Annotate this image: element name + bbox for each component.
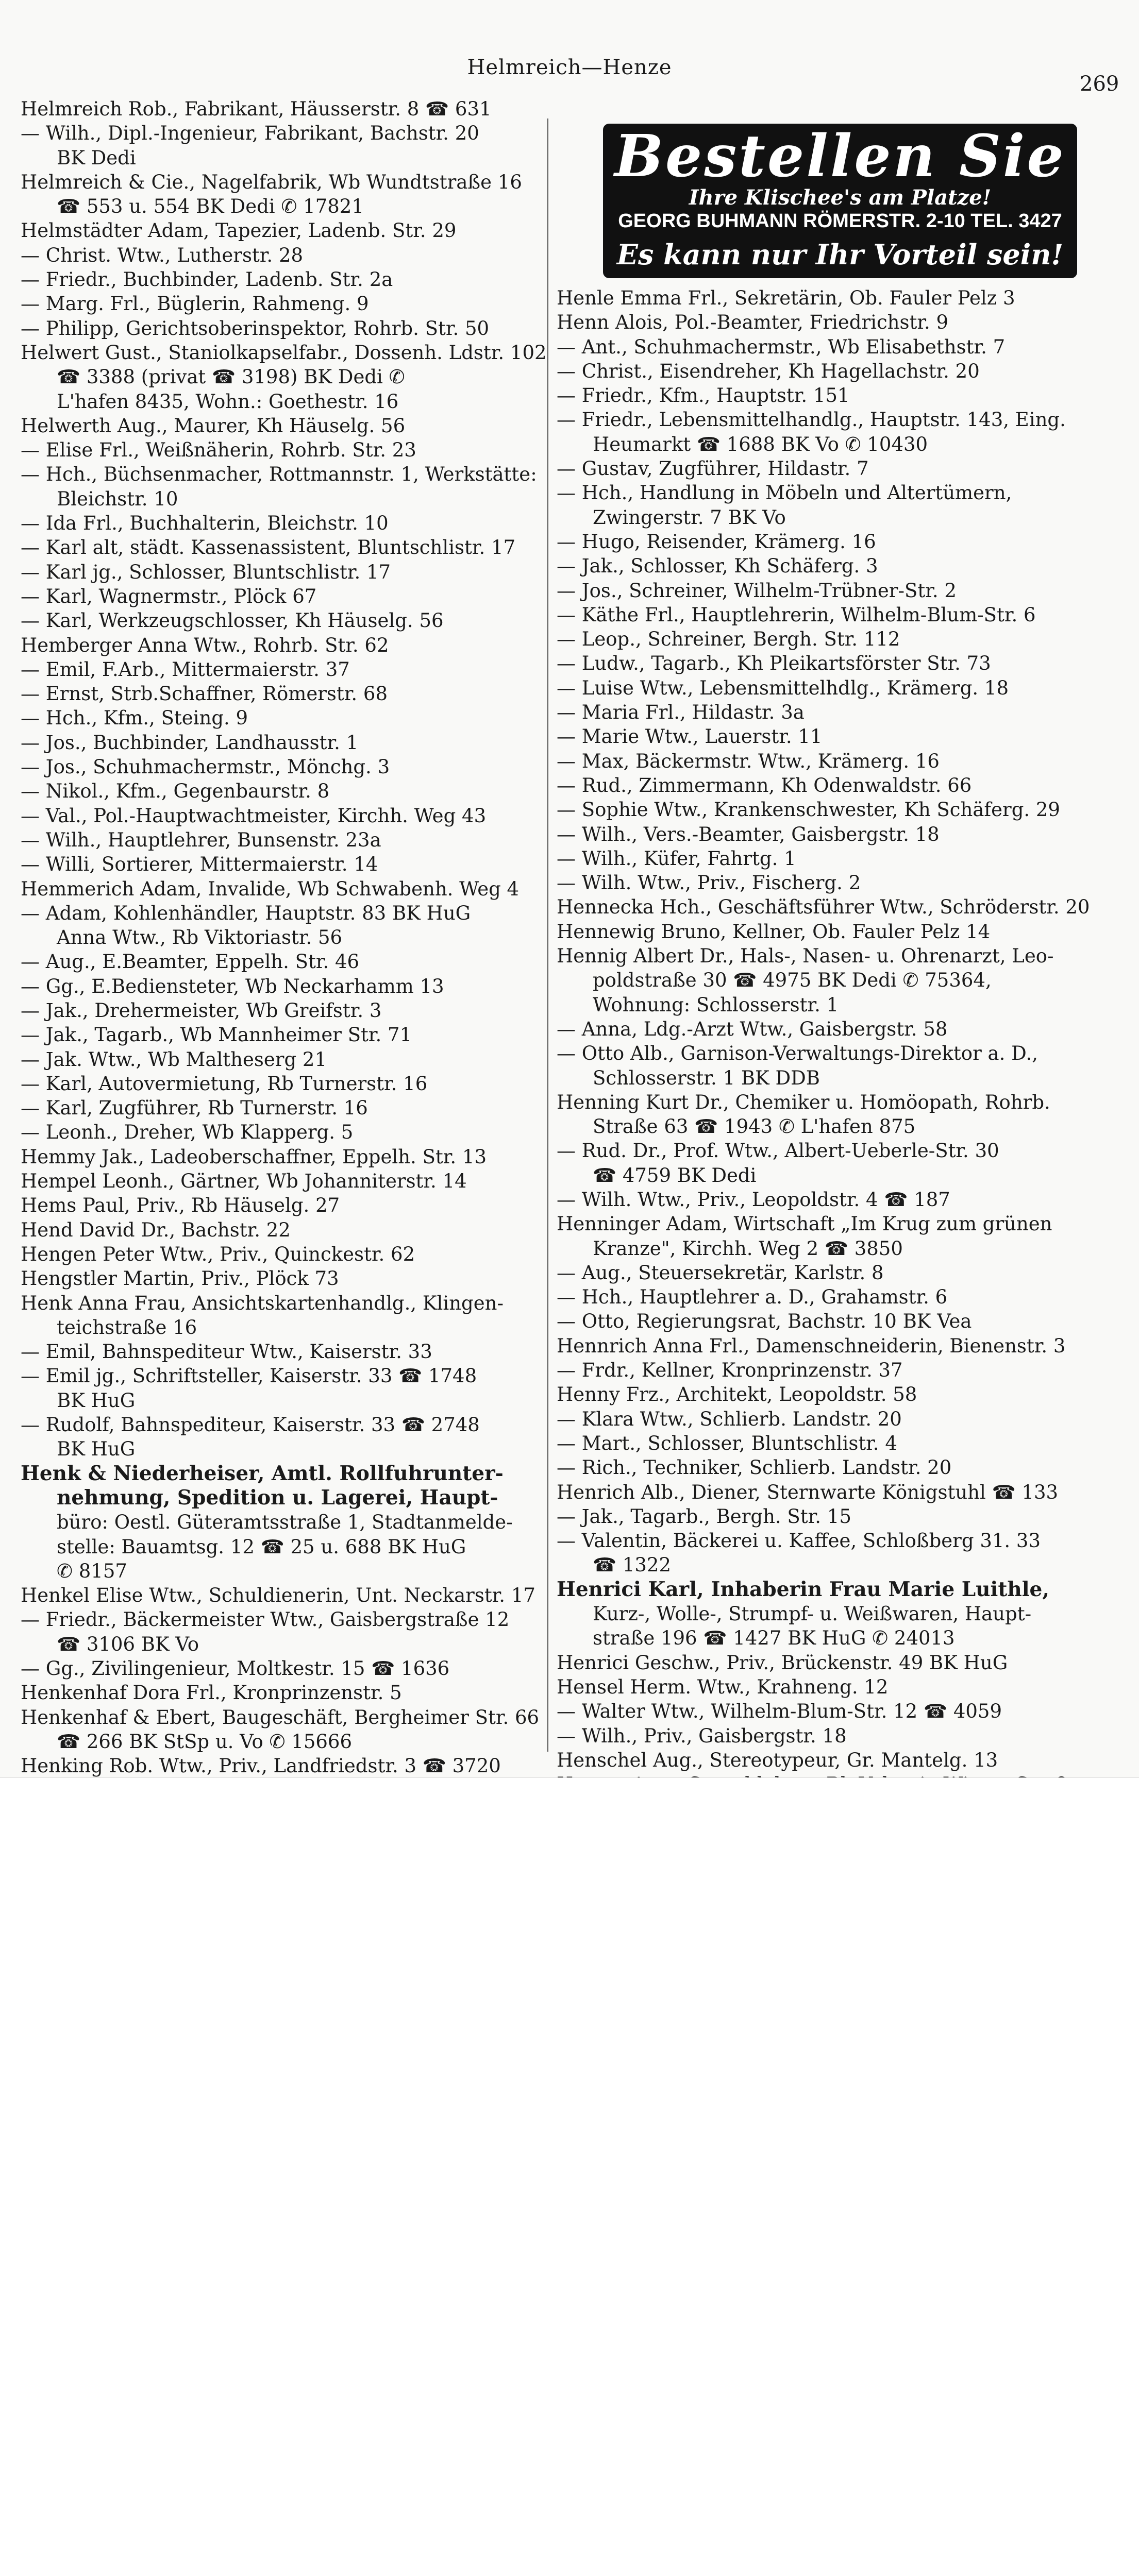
directory-entry-line: — Ernst, Strb.Schaffner, Römerstr. 68 (21, 683, 388, 705)
directory-entry-line: Hemberger Anna Wtw., Rohrb. Str. 62 (21, 634, 389, 656)
directory-entry-line: — Friedr., Buchbinder, Ladenb. Str. 2a (21, 268, 393, 291)
directory-entry-line: — Karl, Autovermietung, Rb Turnerstr. 16 (21, 1072, 428, 1095)
directory-entry-line: — Friedr., Kfm., Hauptstr. 151 (557, 384, 850, 407)
directory-entry-line: stelle: Bauamtsg. 12 ☎ 25 u. 688 BK HuG (57, 1535, 466, 1558)
directory-entry-line: — Wilh., Hauptlehrer, Bunsenstr. 23a (21, 828, 381, 851)
directory-entry-line: — Willi, Sortierer, Mittermaierstr. 14 (21, 853, 378, 876)
directory-entry-line: — Maria Frl., Hildastr. 3a (557, 701, 805, 724)
directory-entry-line: — Frdr., Kellner, Kronprinzenstr. 37 (557, 1359, 903, 1382)
directory-entry-line: — Rud. Dr., Prof. Wtw., Albert-Ueberle-Str. 30 (557, 1140, 999, 1162)
directory-entry-line: ☎ 4759 BK Dedi (593, 1164, 757, 1187)
directory-entry-line: — Valentin, Bäckerei u. Kaffee, Schloßberg 31. 33 (557, 1530, 1041, 1552)
right-column (557, 95, 1095, 1821)
running-title: Helmreich—Henze (467, 56, 672, 79)
directory-entry-line: — Mart., Schlosser, Bluntschlistr. 4 (557, 1432, 897, 1454)
directory-entry-line: ☎ 553 u. 554 BK Dedi ✆ 17821 (57, 195, 364, 218)
directory-entry-line: Henn Alois, Pol.-Beamter, Friedrichstr. 9 (557, 311, 949, 334)
directory-entry-line: ☎ 3388 (privat ☎ 3198) BK Dedi ✆ (57, 366, 405, 388)
directory-entry-line: — Aug., E.Beamter, Eppelh. Str. 46 (21, 951, 360, 973)
directory-entry-line: — Wilh. Wtw., Priv., Fischerg. 2 (557, 872, 861, 894)
directory-entry-line: — Max, Bäckermstr. Wtw., Krämerg. 16 (557, 750, 940, 772)
directory-entry-line: Helmreich Rob., Fabrikant, Häusserstr. 8 ☎ 631 (21, 98, 492, 120)
directory-entry-line: Helwerth Aug., Maurer, Kh Häuselg. 56 (21, 414, 406, 437)
directory-entry-line: ✆ 8157 (57, 1560, 127, 1582)
directory-entry-line: — Rich., Techniker, Schlierb. Landstr. 20 (557, 1456, 952, 1479)
directory-entry-line: Henning Kurt Dr., Chemiker u. Homöopath, Rohrb. (557, 1091, 1050, 1113)
directory-entry-line: — Jak., Schlosser, Kh Schäferg. 3 (557, 555, 878, 578)
directory-entry-line: Henschel Aug., Stereotypeur, Gr. Mantelg. 13 (557, 1749, 998, 1771)
directory-entry-line: — Christ. Wtw., Lutherstr. 28 (21, 244, 304, 266)
directory-entry-line: Hengen Peter Wtw., Priv., Quinckestr. 62 (21, 1243, 415, 1265)
directory-entry-line: — Karl alt, städt. Kassenassistent, Bluntschlistr. 17 (21, 536, 516, 559)
directory-entry-line: — Karl jg., Schlosser, Bluntschlistr. 17 (21, 561, 391, 583)
directory-entry-line: ☎ 3106 BK Vo (57, 1633, 199, 1655)
directory-entry-line: Hems Paul, Priv., Rb Häuselg. 27 (21, 1194, 340, 1217)
directory-entry-line: Kranze", Kirchh. Weg 2 ☎ 3850 (593, 1237, 903, 1260)
directory-entry-line: — Hugo, Reisender, Krämerg. 16 (557, 530, 876, 553)
directory-entry-line: BK HuG (57, 1389, 136, 1412)
directory-entry-line: Helwert Gust., Staniolkapselfabr., Dossenh. Ldstr. 102 (21, 341, 547, 364)
directory-entry-line: — Nikol., Kfm., Gegenbaurstr. 8 (21, 780, 330, 803)
directory-entry-line: Anna Wtw., Rb Viktoriastr. 56 (57, 926, 343, 949)
left-column (21, 97, 559, 1827)
directory-entry-line: — Gg., Zivilingenieur, Moltkestr. 15 ☎ 1636 (21, 1657, 450, 1680)
directory-entry-line: — Käthe Frl., Hauptlehrerin, Wilhelm-Blum-Str. 6 (557, 603, 1036, 626)
directory-entry-line: — Jos., Schuhmachermstr., Mönchg. 3 (21, 756, 390, 778)
directory-entry-line: — Ludw., Tagarb., Kh Pleikartsförster Str. 73 (557, 652, 991, 675)
directory-entry-line: Hensel Herm. Wtw., Krahneng. 12 (557, 1675, 889, 1698)
directory-entry-line: — Wilh., Küfer, Fahrtg. 1 (557, 847, 796, 870)
page-number: 269 (1080, 72, 1119, 96)
column-divider (547, 118, 548, 1752)
directory-entry-line: Henking Rob. Wtw., Priv., Landfriedstr. 3 ☎ 3720 (21, 1755, 501, 1777)
directory-entry-line: Kurz-, Wolle-, Strumpf- u. Weißwaren, Haupt- (593, 1603, 1032, 1625)
viewer-footer (0, 1777, 1139, 1874)
directory-entry-line: — Leop., Schreiner, Bergh. Str. 112 (557, 628, 900, 651)
directory-entry-line: Henrich Alb., Diener, Sternwarte Königstuhl ☎ 133 (557, 1481, 1059, 1503)
directory-entry-line: — Rud., Zimmermann, Kh Odenwaldstr. 66 (557, 774, 972, 796)
directory-entry-line: büro: Oestl. Güteramtsstraße 1, Stadtanmelde- (57, 1511, 513, 1534)
directory-entry-line: — Emil jg., Schriftsteller, Kaiserstr. 33 ☎ 1748 (21, 1365, 477, 1387)
directory-entry-line: — Sophie Wtw., Krankenschwester, Kh Schäferg. 29 (557, 799, 1060, 821)
directory-entry-line: — Philipp, Gerichtsoberinspektor, Rohrb. Str. 50 (21, 317, 490, 340)
directory-entry-line: Schlosserstr. 1 BK DDB (593, 1066, 820, 1089)
directory-entry-line: — Aug., Steuersekretär, Karlstr. 8 (557, 1261, 884, 1284)
directory-entry-line: BK HuG (57, 1438, 136, 1461)
directory-entry-line: — Wilh. Wtw., Priv., Leopoldstr. 4 ☎ 187 (557, 1188, 950, 1211)
directory-entry-line: — Rudolf, Bahnspediteur, Kaiserstr. 33 ☎ 2748 (21, 1414, 480, 1436)
directory-entry-line: Henrici Karl, Inhaberin Frau Marie Luithle, (557, 1577, 1049, 1601)
directory-entry-line: — Jak. Wtw., Wb Maltheserg 21 (21, 1048, 327, 1071)
directory-entry-line: — Friedr., Bäckermeister Wtw., Gaisbergstraße 12 (21, 1608, 510, 1631)
directory-entry-line: — Karl, Zugführer, Rb Turnerstr. 16 (21, 1097, 368, 1120)
directory-entry-line: — Gustav, Zugführer, Hildastr. 7 (557, 457, 869, 480)
directory-entry-line: — Wilh., Priv., Gaisbergstr. 18 (557, 1724, 847, 1747)
directory-entry-line: Straße 63 ☎ 1943 ✆ L'hafen 875 (593, 1115, 916, 1138)
directory-entry-line: — Emil, Bahnspediteur Wtw., Kaiserstr. 33 (21, 1341, 432, 1363)
directory-entry-line: — Karl, Wagnermstr., Plöck 67 (21, 585, 317, 607)
directory-entry-line: — Otto, Regierungsrat, Bachstr. 10 BK Vea (557, 1310, 972, 1333)
directory-entry-line: — Jos., Buchbinder, Landhausstr. 1 (21, 731, 359, 754)
directory-entry-line: Helmreich & Cie., Nagelfabrik, Wb Wundtstraße 16 (21, 171, 522, 193)
directory-entry-line: Hennewig Bruno, Kellner, Ob. Fauler Pelz 14 (557, 920, 991, 943)
directory-entry-line: — Luise Wtw., Lebensmittelhdlg., Krämerg. 18 (557, 676, 1009, 699)
directory-entry-line: — Jak., Tagarb., Wb Mannheimer Str. 71 (21, 1024, 412, 1046)
directory-entry-line: Zwingerstr. 7 BK Vo (593, 506, 786, 529)
ad-tagline: Es kann nur Ihr Vorteil sein! (616, 238, 1064, 271)
directory-entry-line: Helmstädter Adam, Tapezier, Ladenb. Str. 29 (21, 219, 457, 242)
directory-entry-line: Hemmy Jak., Ladeoberschaffner, Eppelh. Str. 13 (21, 1145, 487, 1168)
directory-entry-line: — Jos., Schreiner, Wilhelm-Trübner-Str. 2 (557, 579, 957, 602)
directory-entry-line: Henkenhaf & Ebert, Baugeschäft, Bergheimer Str. 66 (21, 1706, 540, 1728)
directory-entry-line: — Hch., Handlung in Möbeln und Altertümern, (557, 482, 1012, 504)
directory-entry-line: Henny Frz., Architekt, Leopoldstr. 58 (557, 1383, 917, 1406)
directory-entry-line: Hend David Dr., Bachstr. 22 (21, 1218, 291, 1241)
directory-entry-line: Hengstler Martin, Priv., Plöck 73 (21, 1267, 339, 1290)
ad-headline: Bestellen Sie (614, 124, 1066, 190)
directory-entry-line: — Adam, Kohlenhändler, Hauptstr. 83 BK HuG (21, 902, 471, 924)
directory-entry-line: Wohnung: Schlosserstr. 1 (593, 993, 839, 1016)
directory-entry-line: teichstraße 16 (57, 1316, 197, 1338)
directory-entry-line: Hempel Leonh., Gärtner, Wb Johanniterstr. 14 (21, 1170, 467, 1193)
directory-entry-line: Bleichstr. 10 (57, 487, 178, 510)
directory-entry-line: — Anna, Ldg.-Arzt Wtw., Gaisbergstr. 58 (557, 1018, 948, 1040)
directory-entry-line: Henk Anna Frau, Ansichtskartenhandlg., Klingen- (21, 1292, 504, 1314)
directory-entry-line: — Jak., Tagarb., Bergh. Str. 15 (557, 1505, 851, 1528)
directory-entry-line: — Ida Frl., Buchhalterin, Bleichstr. 10 (21, 512, 389, 535)
directory-entry-line: — Klara Wtw., Schlierb. Landstr. 20 (557, 1408, 902, 1430)
directory-entry-line: Henninger Adam, Wirtschaft „Im Krug zum grünen (557, 1213, 1052, 1235)
directory-entry-line: poldstraße 30 ☎ 4975 BK Dedi ✆ 75364, (593, 969, 992, 992)
directory-entry-line: Hemmerich Adam, Invalide, Wb Schwabenh. Weg 4 (21, 877, 520, 900)
directory-entry-line: — Wilh., Dipl.-Ingenieur, Fabrikant, Bachstr. 20 (21, 122, 479, 145)
directory-entry-line: — Karl, Werkzeugschlosser, Kh Häuselg. 56 (21, 609, 444, 632)
directory-entry-line: Henkel Elise Wtw., Schuldienerin, Unt. Neckarstr. 17 (21, 1584, 535, 1607)
directory-entry-line: — Otto Alb., Garnison-Verwaltungs-Direktor a. D., (557, 1042, 1038, 1065)
directory-entry-line: Hennecka Hch., Geschäftsführer Wtw., Schröderstr. 20 (557, 896, 1090, 919)
directory-entry-line: — Walter Wtw., Wilhelm-Blum-Str. 12 ☎ 4059 (557, 1700, 1002, 1723)
directory-entry-line: Heumarkt ☎ 1688 BK Vo ✆ 10430 (593, 433, 928, 455)
directory-entry-line: — Ant., Schuhmachermstr., Wb Elisabethstr. 7 (557, 335, 1006, 358)
directory-entry-line: ☎ 1322 (593, 1554, 672, 1577)
directory-entry-line: — Hch., Büchsenmacher, Rottmannstr. 1, Werkstätte: (21, 463, 537, 486)
directory-entry-line: Hennrich Anna Frl., Damenschneiderin, Bienenstr. 3 (557, 1334, 1066, 1357)
directory-entry-line: — Christ., Eisendreher, Kh Hagellachstr. 20 (557, 360, 980, 382)
directory-entry-line: L'hafen 8435, Wohn.: Goethestr. 16 (57, 390, 399, 413)
directory-entry-line: — Friedr., Lebensmittelhandlg., Hauptstr. 143, Eing. (557, 409, 1066, 431)
directory-entry-line: Hennig Albert Dr., Hals-, Nasen- u. Ohrenarzt, Leo- (557, 945, 1054, 968)
directory-entry-line: — Marg. Frl., Büglerin, Rahmeng. 9 (21, 293, 369, 315)
ad-address: GEORG BUHMANN RÖMERSTR. 2-10 TEL. 3427 (618, 210, 1062, 232)
directory-entry-line: Henle Emma Frl., Sekretärin, Ob. Fauler Pelz 3 (557, 287, 1015, 309)
directory-entry-line: — Elise Frl., Weißnäherin, Rohrb. Str. 23 (21, 439, 416, 462)
directory-entry-line: — Gg., E.Bediensteter, Wb Neckarhamm 13 (21, 975, 444, 997)
directory-entry-line: — Hch., Hauptlehrer a. D., Grahamstr. 6 (557, 1286, 948, 1309)
directory-entry-line: Henkenhaf Dora Frl., Kronprinzenstr. 5 (21, 1682, 402, 1704)
directory-entry-line: straße 196 ☎ 1427 BK HuG ✆ 24013 (593, 1627, 955, 1650)
directory-entry-line: — Wilh., Vers.-Beamter, Gaisbergstr. 18 (557, 823, 940, 845)
directory-entry-line: — Marie Wtw., Lauerstr. 11 (557, 725, 823, 748)
right-column-entries (557, 286, 1095, 1821)
directory-entry-line: — Hch., Kfm., Steing. 9 (21, 707, 248, 730)
directory-entry-line: nehmung, Spedition u. Lagerei, Haupt- (57, 1485, 498, 1510)
directory-entry-line: BK Dedi (57, 146, 136, 169)
directory-entry-line: — Jak., Drehermeister, Wb Greifstr. 3 (21, 999, 382, 1022)
directory-entry-line: Henrici Geschw., Priv., Brückenstr. 49 BK HuG (557, 1651, 1008, 1674)
directory-entry-line: Henk & Niederheiser, Amtl. Rollfuhrunter- (21, 1461, 504, 1485)
directory-entry-line: — Leonh., Dreher, Wb Klapperg. 5 (21, 1121, 354, 1144)
ad-subline: Ihre Klischee's am Platze! (689, 185, 992, 210)
directory-entry-line: — Val., Pol.-Hauptwachtmeister, Kirchh. Weg 43 (21, 804, 487, 827)
directory-entry-line: ☎ 266 BK StSp u. Vo ✆ 15666 (57, 1730, 353, 1753)
directory-entry-line: — Emil, F.Arb., Mittermaierstr. 37 (21, 658, 350, 681)
